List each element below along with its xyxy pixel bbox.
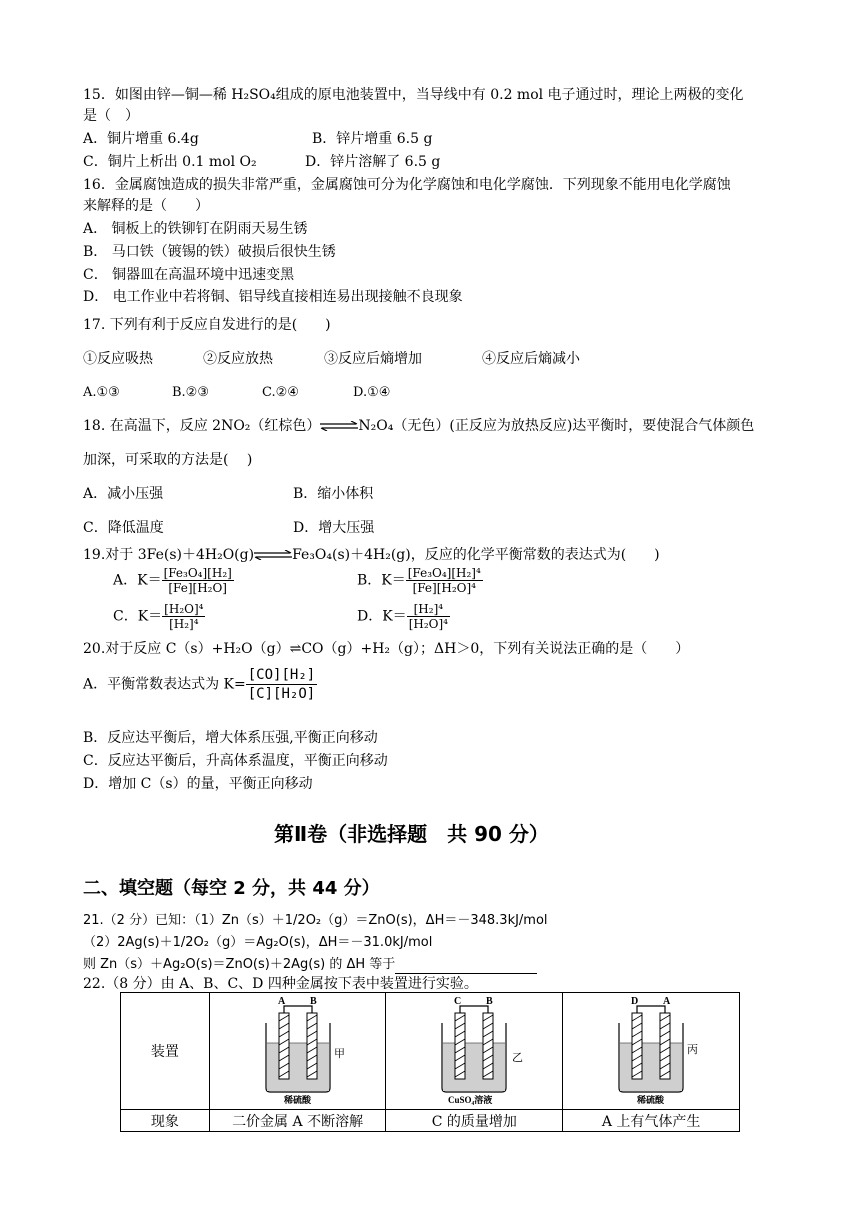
- q19-a-denominator: [Fe][H₂O]: [168, 581, 227, 595]
- q15-option-d: D．锌片溶解了 6.5 g: [305, 154, 441, 170]
- q22-dev1-solution: 稀硫酸: [283, 1095, 311, 1105]
- q15-option-b: B．锌片增重 6.5 g: [312, 131, 433, 147]
- part-2-title: 二、填空题（每空 2 分，共 44 分）: [83, 878, 380, 899]
- q18-stem-part1: 18. 在高温下，反应 2NO₂（红棕色）: [83, 418, 321, 434]
- q20-option-c: C．反应达平衡后，升高体系温度，平衡正向移动: [83, 753, 388, 769]
- q22-dev2-right-electrode: B: [486, 996, 493, 1007]
- q18-option-a: A．减小压强: [83, 486, 164, 502]
- q20-option-b: B．反应达平衡后，增大体系压强,平衡正向移动: [83, 730, 378, 746]
- q19-d-numerator: [H₂]⁴: [407, 602, 450, 617]
- q17-choice-c: C.②④: [262, 385, 299, 400]
- q19-option-d-fraction: [407, 602, 450, 631]
- q22-device-row: [121, 993, 740, 1110]
- q22-dev1-left-electrode: A: [277, 996, 285, 1007]
- q15-option-c: C．铜片上析出 0.1 mol O₂: [83, 154, 257, 170]
- section-2-title: 第Ⅱ卷（非选择题 共 90 分）: [274, 822, 549, 846]
- q22-phenomenon-3: A 上有气体产生: [563, 1110, 740, 1132]
- q20-option-a: [83, 666, 317, 703]
- q22-dev3-right-electrode: A: [663, 996, 671, 1007]
- q19-d-denominator: [H₂O]⁴: [408, 617, 448, 631]
- q21-line2: （2）2Ag(s)＋1/2O₂（g）＝Ag₂O(s)，ΔH＝－31.0kJ/mol: [83, 935, 433, 950]
- q18-stem-part2: N₂O₄（无色）(正反应为放热反应)达平衡时，要使混合气体颜色: [358, 418, 755, 434]
- q20-option-a-label: A．平衡常数表达式为 K=: [83, 676, 246, 693]
- q22-stem: 22.（8 分）由 A、B、C、D 四种金属按下表中装置进行实验。: [83, 976, 478, 992]
- q19-stem-part1: 19.对于 3Fe(s)＋4H₂O(g): [83, 547, 255, 563]
- q22-dev3-left-electrode: D: [631, 996, 639, 1007]
- q19-b-denominator: [Fe][H₂O]⁴: [412, 581, 476, 595]
- q19-option-b: [357, 566, 483, 595]
- q22-dev3-tag: 丙: [687, 1044, 699, 1056]
- q18-option-b: B．缩小体积: [293, 486, 374, 502]
- q22-dev3-solution: 稀硫酸: [637, 1095, 665, 1105]
- q19-c-denominator: [H₂]⁴: [169, 617, 199, 631]
- q21-answer-blank[interactable]: [395, 959, 537, 974]
- galvanic-cell-icon: [238, 993, 358, 1105]
- q19-c-numerator: [H₂O]⁴: [164, 602, 204, 616]
- q22-device-cell-3: [563, 993, 740, 1110]
- q19-option-b-label: B．K＝: [357, 572, 406, 589]
- q22-dev2-solution: CuSO₄溶液: [448, 1095, 493, 1105]
- q22-phenomenon-2: C 的质量增加: [386, 1110, 563, 1132]
- q19-option-d-label: D．K＝: [357, 608, 407, 625]
- q17-choice-d: D.①④: [353, 385, 391, 400]
- q15-stem-line2: 是（ ）: [83, 108, 139, 124]
- q19-option-b-fraction: [406, 566, 483, 595]
- q22-device-header: 装置: [121, 993, 210, 1110]
- q17-choice-b: B.②③: [172, 385, 209, 400]
- q16-option-a: A． 铜板上的铁铆钉在阴雨天易生锈: [83, 221, 308, 237]
- q16-stem-line2: 来解释的是（ ）: [83, 198, 209, 214]
- q16-option-c: C． 铜器皿在高温环境中迅速变黑: [83, 267, 295, 283]
- q22-dev1-right-electrode: B: [309, 996, 317, 1007]
- q19-option-a: [113, 566, 234, 595]
- q16-option-b: B． 马口铁（镀锡的铁）破损后很快生锈: [83, 244, 336, 260]
- galvanic-cell-icon: [591, 993, 711, 1105]
- q17-choice-a: A.①③: [83, 385, 120, 400]
- q15-option-a: A．铜片增重 6.4g: [83, 131, 199, 147]
- q20-a-denominator: [C][H₂O]: [247, 686, 316, 702]
- equilibrium-arrow-icon: [254, 550, 292, 560]
- q19-a-numerator: [Fe₃O₄][H₂]: [163, 566, 232, 580]
- q20-option-d: D．增加 C（s）的量，平衡正向移动: [83, 776, 313, 792]
- q19-option-a-label: A．K＝: [113, 572, 162, 589]
- galvanic-cell-icon: [414, 993, 534, 1105]
- q22-dev2-tag: 乙: [512, 1052, 524, 1064]
- q17-item-2: ②反应放热: [203, 351, 273, 367]
- equilibrium-arrow-icon: [320, 421, 358, 431]
- q18-option-c: C．降低温度: [83, 520, 164, 536]
- q21-line3-text: 则 Zn（s）＋Ag₂O(s)＝ZnO(s)＋2Ag(s) 的 ΔH 等于: [83, 957, 396, 972]
- q18-stem-line1: [83, 417, 754, 435]
- q19-option-d: [357, 602, 450, 631]
- q17-item-1: ①反应吸热: [83, 351, 153, 367]
- q19-option-a-fraction: [162, 566, 234, 595]
- q19-option-c: [113, 602, 205, 631]
- q22-dev1-tag: 甲: [333, 1048, 345, 1060]
- q22-phenomenon-1: 二价金属 A 不断溶解: [209, 1110, 386, 1132]
- q22-table: [120, 992, 740, 1132]
- q15-stem-line1: 15．如图由锌—铜—稀 H₂SO₄组成的原电池装置中，当导线中有 0.2 mol 电子通过时，理论上两极的变化: [83, 87, 744, 103]
- q20-stem: 20.对于反应 C（s）+H₂O（g）⇌CO（g）+H₂（g）；ΔH＞0，下列有关说法正确的是（ ）: [83, 641, 690, 657]
- q20-a-numerator: [CO][H₂]: [247, 667, 316, 683]
- q20-option-a-fraction: [246, 666, 317, 703]
- q21-line3: [83, 956, 537, 974]
- q22-phenomenon-row: [121, 1110, 740, 1132]
- q19-option-c-label: C．K＝: [113, 608, 163, 625]
- q19-stem: [83, 546, 660, 564]
- q16-option-d: D． 电工作业中若将铜、铝导线直接相连易出现接触不良现象: [83, 289, 463, 305]
- q19-option-c-fraction: [162, 602, 205, 631]
- q22-dev2-left-electrode: C: [454, 996, 462, 1007]
- q18-option-d: D．增大压强: [293, 520, 375, 536]
- q22-phenomenon-header: 现象: [121, 1110, 210, 1132]
- q21-line1: 21.（2 分）已知：（1）Zn（s）＋1/2O₂（g）＝ZnO(s)，ΔH＝－348.3kJ/mol: [83, 913, 548, 928]
- q17-stem: 17. 下列有利于反应自发进行的是( ): [83, 317, 331, 333]
- q17-item-4: ④反应后熵减小: [482, 351, 580, 367]
- q22-device-cell-1: [209, 993, 386, 1110]
- q18-stem-line2: 加深，可采取的方法是( ): [83, 452, 253, 468]
- q19-stem-part2: Fe₃O₄(s)＋4H₂(g)，反应的化学平衡常数的表达式为( ): [292, 547, 660, 563]
- q16-stem-line1: 16．金属腐蚀造成的损失非常严重，金属腐蚀可分为化学腐蚀和电化学腐蚀．下列现象不能用电化学腐蚀: [83, 177, 731, 193]
- q22-device-cell-2: [386, 993, 563, 1110]
- q19-b-numerator: [Fe₃O₄][H₂]⁴: [407, 566, 481, 580]
- q17-item-3: ③反应后熵增加: [324, 351, 422, 367]
